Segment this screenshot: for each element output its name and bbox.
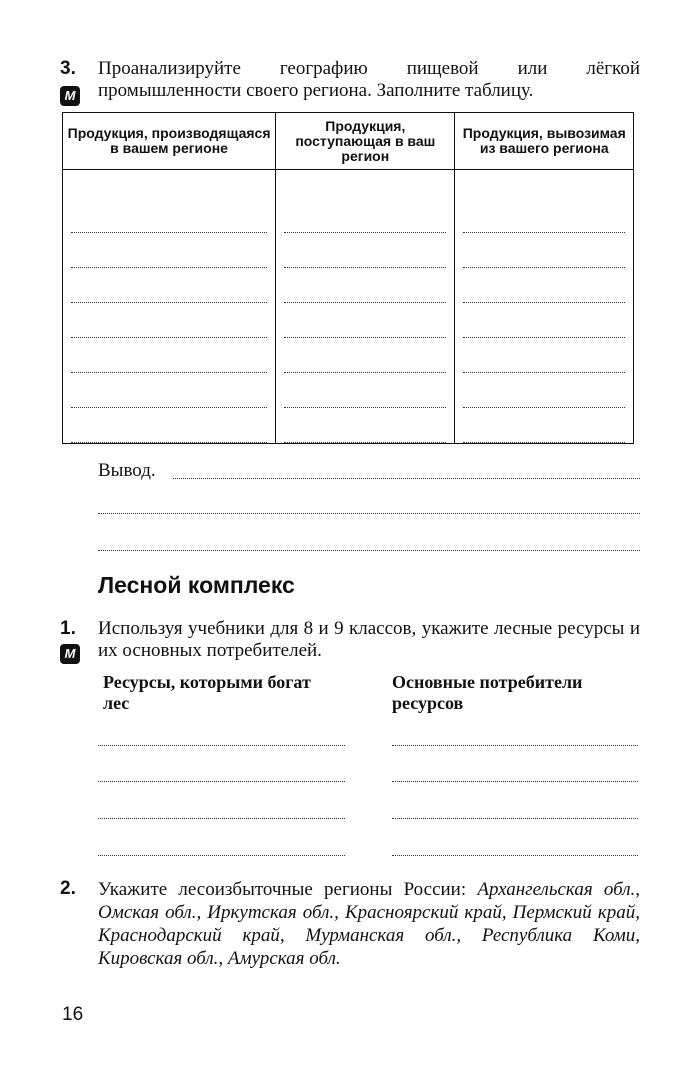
answer-line[interactable] (284, 198, 446, 233)
m-badge-icon: М (60, 86, 80, 106)
answer-line[interactable] (284, 408, 446, 443)
answer-line[interactable] (392, 781, 638, 782)
task-2 (60, 878, 640, 970)
m-badge-icon: М (60, 644, 80, 664)
answer-line[interactable] (392, 818, 638, 819)
task-1 (60, 618, 640, 662)
column-outgoing[interactable] (455, 170, 634, 444)
answer-line[interactable] (71, 198, 267, 233)
answer-line[interactable] (98, 745, 345, 746)
column-produced[interactable] (63, 170, 276, 444)
answer-line[interactable] (71, 338, 267, 373)
header-incoming: Продукция, поступающая в ваш регион (276, 113, 455, 170)
header-outgoing: Продукция, вывозимая из вашего региона (455, 113, 634, 170)
task-number: 2. (60, 878, 76, 899)
answer-line[interactable] (284, 303, 446, 338)
answer-line[interactable] (463, 268, 625, 303)
answer-line[interactable] (463, 373, 625, 408)
answer-line[interactable] (71, 408, 267, 443)
task-text-regions: Архангельская обл., Омская обл., Иркутская обл., Красноярский край, Пермский край, Краснодарский край, Мурманская обл., Республика Коми, Кировская обл., Амурская обл. (98, 879, 640, 969)
answer-line[interactable] (392, 745, 638, 746)
answer-line[interactable] (71, 233, 267, 268)
answer-line[interactable] (463, 303, 625, 338)
task-text (98, 878, 640, 970)
task-number: 3. (60, 58, 76, 79)
section-title: Лесной комплекс (98, 572, 295, 598)
column-incoming[interactable] (276, 170, 455, 444)
task-3 (60, 58, 640, 102)
answer-line[interactable] (71, 373, 267, 408)
answer-line[interactable] (284, 233, 446, 268)
answer-line[interactable] (463, 233, 625, 268)
column-heading-resources: Ресурсы, которыми богат лес (103, 672, 311, 713)
task-text: Используя учебники для 8 и 9 классов, укажите лесные ресурсы и их основных потребителей. (98, 618, 640, 661)
column-heading-consumers: Основные потребители ресурсов (392, 672, 583, 713)
header-produced: Продукция, производящаяся в вашем регионе (63, 113, 276, 170)
task-text: Проанализируйте географию пищевой или лёгкой промышленности своего региона. Заполните таблицу. (98, 58, 640, 101)
answer-line[interactable] (98, 550, 640, 551)
page-number: 16 (62, 1004, 84, 1025)
task-text-plain: Укажите лесоизбыточные регионы России: (98, 879, 478, 900)
task-number: 1. (60, 618, 76, 639)
answer-line[interactable] (463, 338, 625, 373)
answer-line[interactable] (98, 513, 640, 514)
answer-line[interactable] (463, 198, 625, 233)
answer-line[interactable] (71, 303, 267, 338)
conclusion (98, 460, 640, 482)
answer-line[interactable] (392, 855, 638, 856)
products-table (62, 112, 634, 444)
conclusion-label: Вывод. (98, 460, 156, 481)
answer-line[interactable] (173, 478, 640, 479)
answer-line[interactable] (98, 855, 345, 856)
answer-line[interactable] (98, 781, 345, 782)
answer-line[interactable] (284, 338, 446, 373)
answer-line[interactable] (284, 373, 446, 408)
answer-line[interactable] (98, 818, 345, 819)
answer-line[interactable] (463, 408, 625, 443)
answer-line[interactable] (71, 268, 267, 303)
answer-line[interactable] (284, 268, 446, 303)
